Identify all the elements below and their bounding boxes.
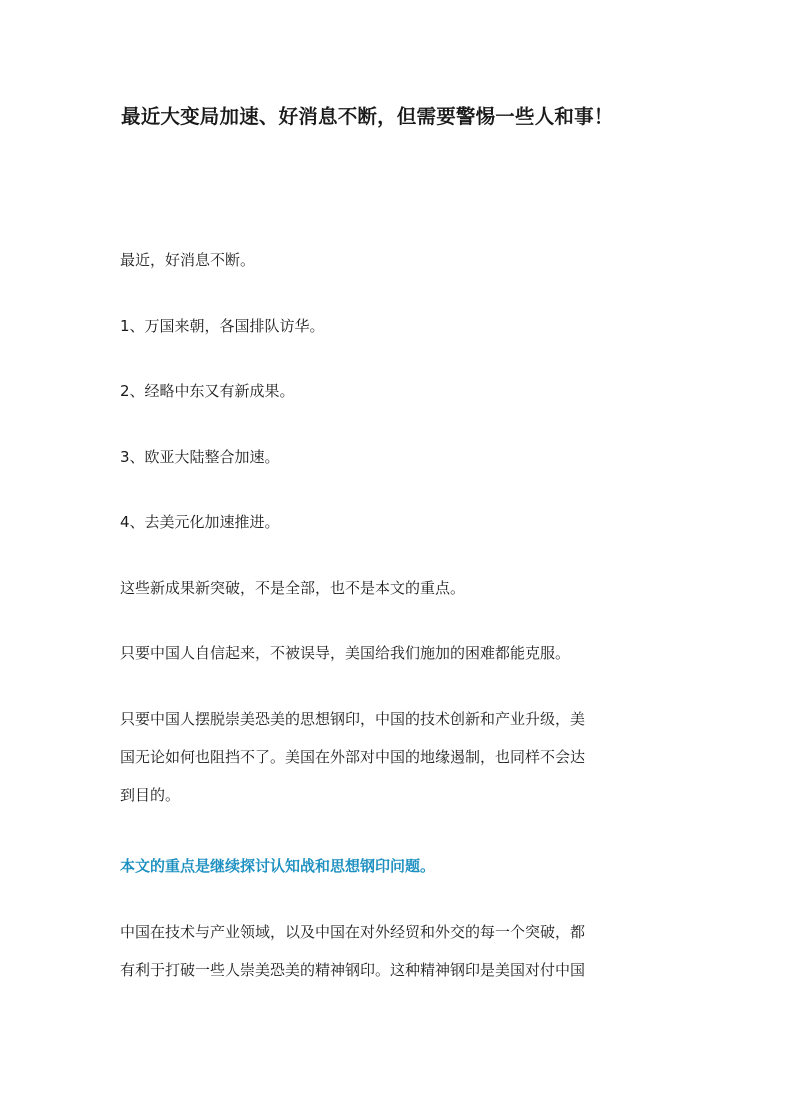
paragraph-thought-stamp: [120, 700, 680, 814]
highlight-focus-statement: 本文的重点是继续探讨认知战和思想钢印问题。: [120, 857, 436, 875]
paragraph-breakthrough: [120, 913, 680, 989]
paragraph-confidence: 只要中国人自信起来，不被误导，美国给我们施加的困难都能克服。: [120, 644, 571, 662]
paragraph-intro: 最近，好消息不断。: [120, 251, 256, 269]
list-item-4: 4、去美元化加速推进。: [120, 513, 280, 531]
paragraph-line: 国无论如何也阻挡不了。美国在外部对中国的地缘遏制，也同样不会达: [120, 748, 586, 766]
paragraph-line: 到目的。: [120, 786, 181, 804]
article-title: 最近大变局加速、好消息不断，但需要警惕一些人和事！: [121, 105, 614, 128]
paragraph-not-focus: 这些新成果新突破，不是全部，也不是本文的重点。: [120, 579, 466, 597]
list-item-3: 3、欧亚大陆整合加速。: [120, 448, 280, 466]
list-item-2: 2、经略中东又有新成果。: [120, 382, 295, 400]
paragraph-line: 中国在技术与产业领域，以及中国在对外经贸和外交的每一个突破，都: [120, 923, 586, 941]
paragraph-line: 有利于打破一些人崇美恐美的精神钢印。这种精神钢印是美国对付中国: [120, 961, 586, 979]
list-item-1: 1、万国来朝，各国排队访华。: [120, 317, 325, 335]
paragraph-line: 只要中国人摆脱崇美恐美的思想钢印，中国的技术创新和产业升级，美: [120, 710, 586, 728]
